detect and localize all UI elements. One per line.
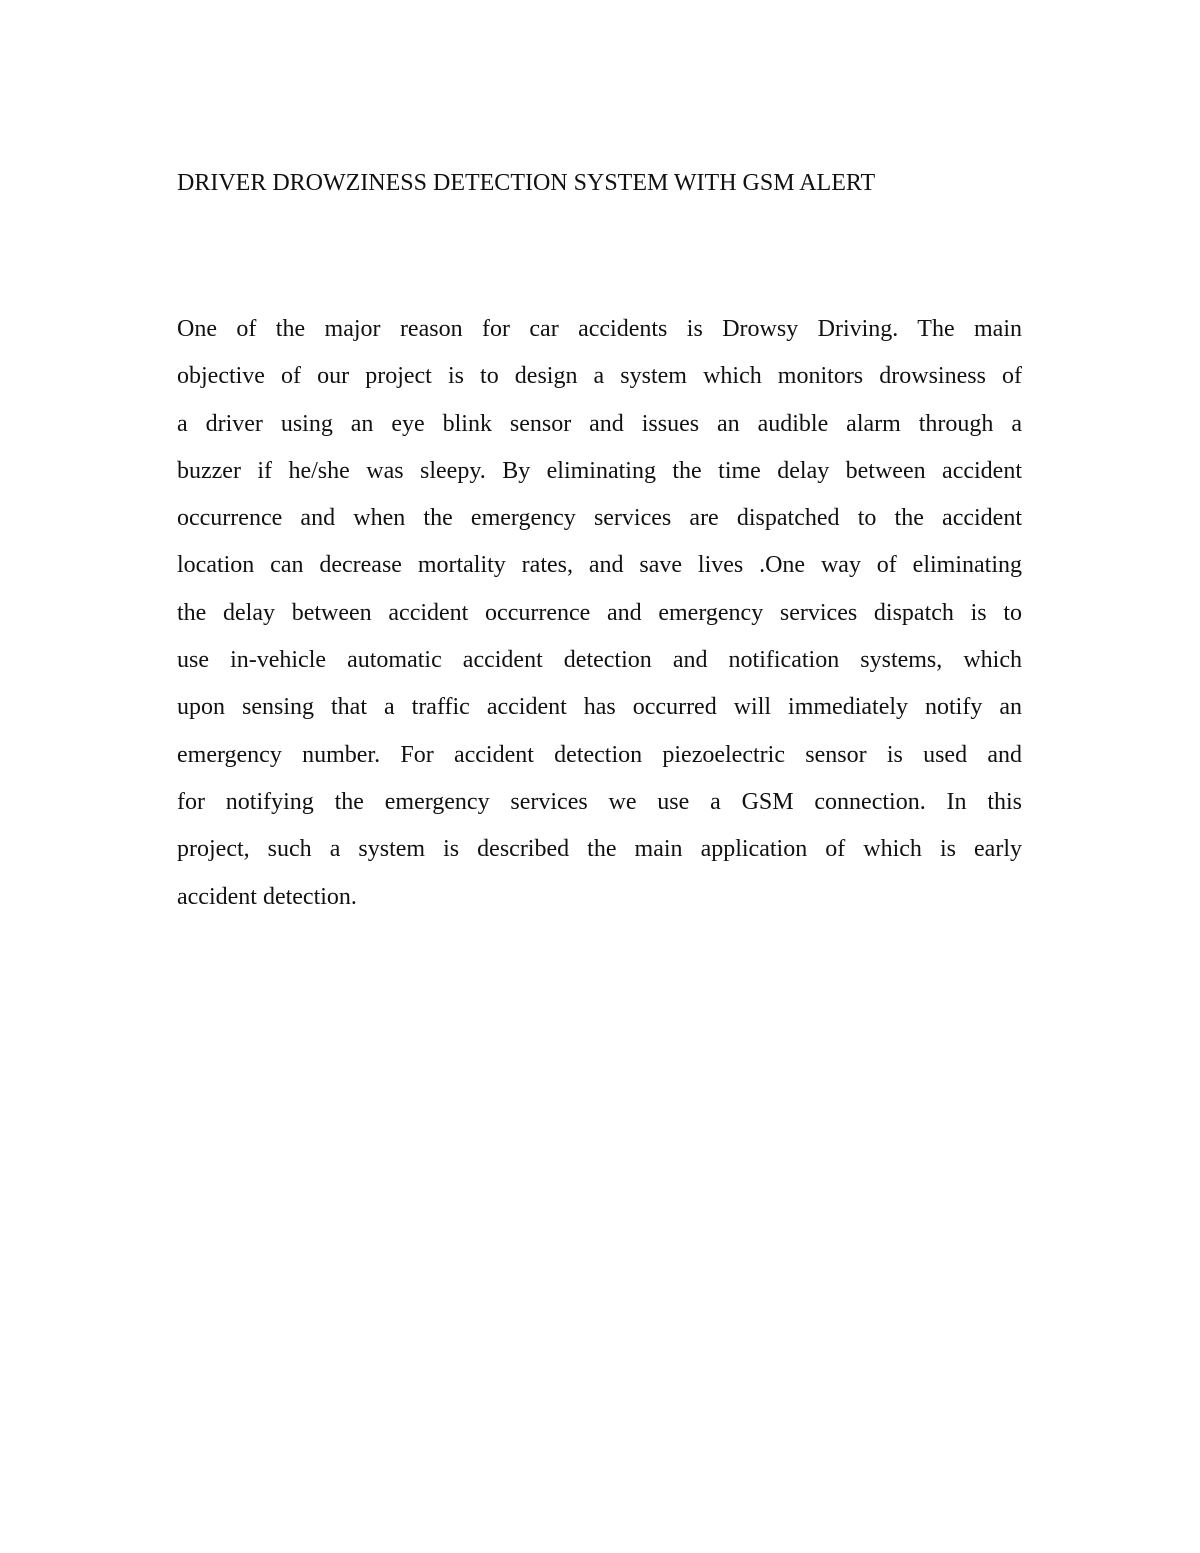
paragraph-line: for notifying the emergency services we use a GSM connection. In this <box>177 788 1022 815</box>
document-title: DRIVER DROWZINESS DETECTION SYSTEM WITH GSM ALERT <box>177 170 876 196</box>
paragraph-line: objective of our project is to design a system which monitors drowsiness of <box>177 363 1022 390</box>
paragraph-line: accident detection. <box>177 883 357 910</box>
paragraph-line: One of the major reason for car accidents is Drowsy Driving. The main <box>177 316 1022 342</box>
paragraph-line: occurrence and when the emergency services are dispatched to the accident <box>177 505 1022 532</box>
body-paragraph <box>177 306 1022 921</box>
paragraph-line: the delay between accident occurrence and emergency services dispatch is to <box>177 599 1022 626</box>
paragraph-line: use in-vehicle automatic accident detection and notification systems, which <box>177 647 1022 674</box>
paragraph-line: a driver using an eye blink sensor and issues an audible alarm through a <box>177 410 1022 437</box>
paragraph-line: upon sensing that a traffic accident has occurred will immediately notify an <box>177 694 1022 721</box>
paragraph-line: emergency number. For accident detection piezoelectric sensor is used and <box>177 741 1022 768</box>
paragraph-line: buzzer if he/she was sleepy. By eliminating the time delay between accident <box>177 457 1022 484</box>
paragraph-line: project, such a system is described the main application of which is early <box>177 836 1022 863</box>
paragraph-line: location can decrease mortality rates, and save lives .One way of eliminating <box>177 552 1022 579</box>
